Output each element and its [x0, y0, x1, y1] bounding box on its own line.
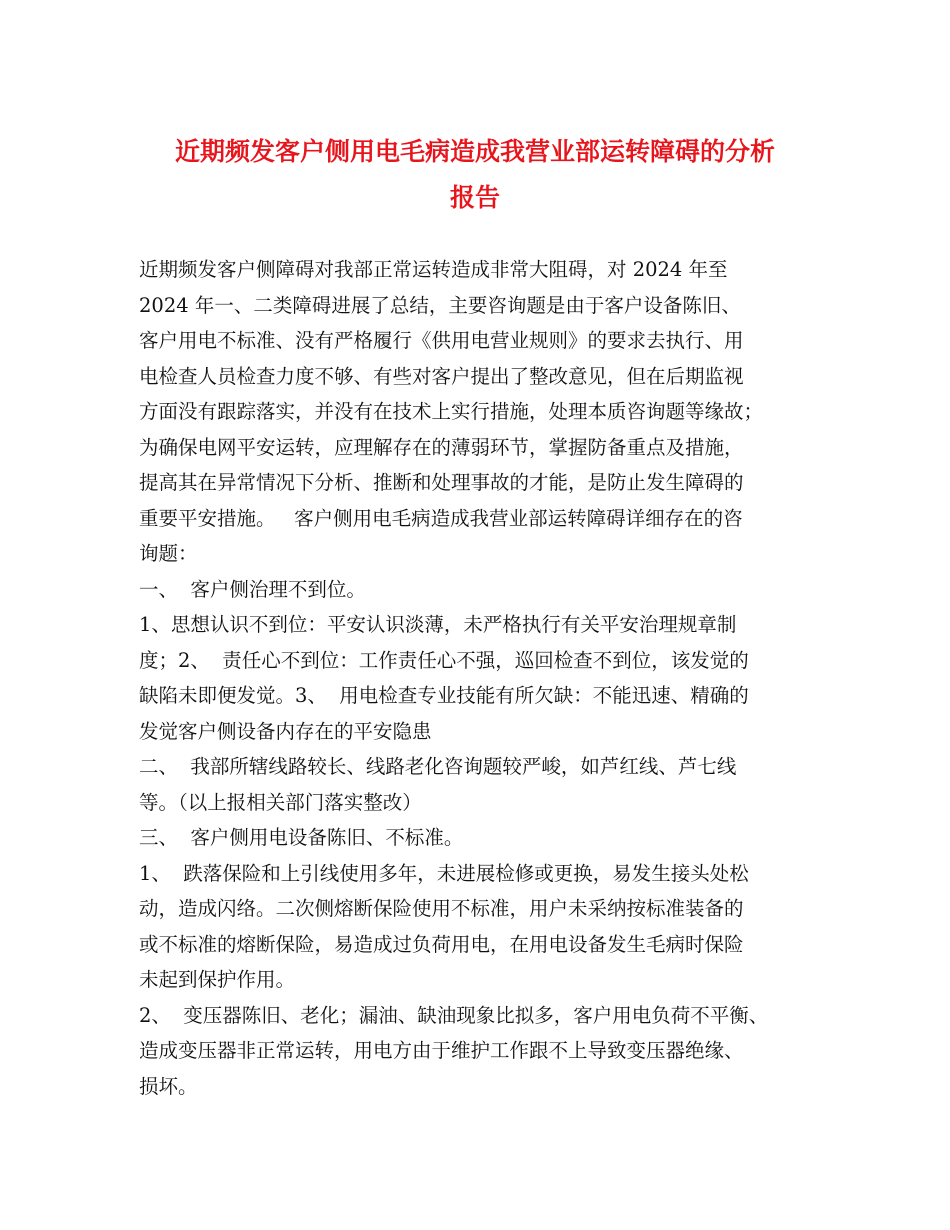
body-line: 电检查人员检查力度不够、有些对客户提出了整改意见，但在后期监视 [139, 365, 744, 388]
body-line: 近期频发客户侧障碍对我部正常运转造成非常大阻碍，对 2024 年至 [139, 258, 728, 281]
document-title-line-2: 报告 [449, 183, 500, 212]
body-line: 提高其在异常情况下分析、推断和处理事故的才能，是防止发生障碍的 [139, 471, 744, 494]
body-line: 重要平安措施。 客户侧用电毛病造成我营业部运转障碍详细存在的咨 [139, 507, 743, 530]
body-line: 动，造成闪络。二次侧熔断保险使用不标准，用户未采纳按标准装备的 [139, 897, 744, 920]
body-line: 发觉客户侧设备内存在的平安隐患 [139, 720, 432, 743]
body-line: 缺陷未即便发觉。3、 用电检查专业技能有所欠缺：不能迅速、精确的 [139, 684, 749, 707]
body-line: 或不标准的熔断保险，易造成过负荷用电，在用电设备发生毛病时保险 [139, 933, 744, 956]
body-line: 询题： [139, 542, 198, 565]
body-line: 损坏。 [139, 1075, 198, 1098]
body-line: 1、 跌落保险和上引线使用多年，未进展检修或更换，易发生接头处松 [139, 862, 749, 885]
section-heading: 一、 客户侧治理不到位。 [139, 578, 366, 601]
section-heading: 三、 客户侧用电设备陈旧、不标准。 [139, 826, 464, 849]
document-title-line-1: 近期频发客户侧用电毛病造成我营业部运转障碍的分析 [174, 137, 775, 166]
body-line: 2、 变压器陈旧、老化；漏油、缺油现象比拟多，客户用电负荷不平衡、 [139, 1004, 769, 1027]
body-line: 为确保电网平安运转，应理解存在的薄弱环节，掌握防备重点及措施， [139, 436, 744, 459]
section-heading: 二、 我部所辖线路较长、线路老化咨询题较严峻，如芦红线、芦七线 [139, 755, 737, 778]
body-line: 方面没有跟踪落实，并没有在技术上实行措施，处理本质咨询题等缘故； [139, 400, 764, 423]
body-line: 造成变压器非正常运转，用电方由于维护工作跟不上导致变压器绝缘、 [139, 1039, 744, 1062]
body-line: 1、思想认识不到位：平安认识淡薄，未严格执行有关平安治理规章制 [139, 613, 737, 636]
body-line: 客户用电不标准、没有严格履行《供用电营业规则》的要求去执行、用 [139, 329, 744, 352]
body-line: 未起到保护作用。 [139, 968, 296, 991]
body-line: 2024 年一、二类障碍进展了总结，主要咨询题是由于客户设备陈旧、 [139, 294, 741, 317]
body-line: 等。（以上报相关部门落实整改） [139, 791, 422, 814]
body-line: 度；2、 责任心不到位：工作责任心不强，巡回检查不到位，该发觉的 [139, 649, 749, 672]
